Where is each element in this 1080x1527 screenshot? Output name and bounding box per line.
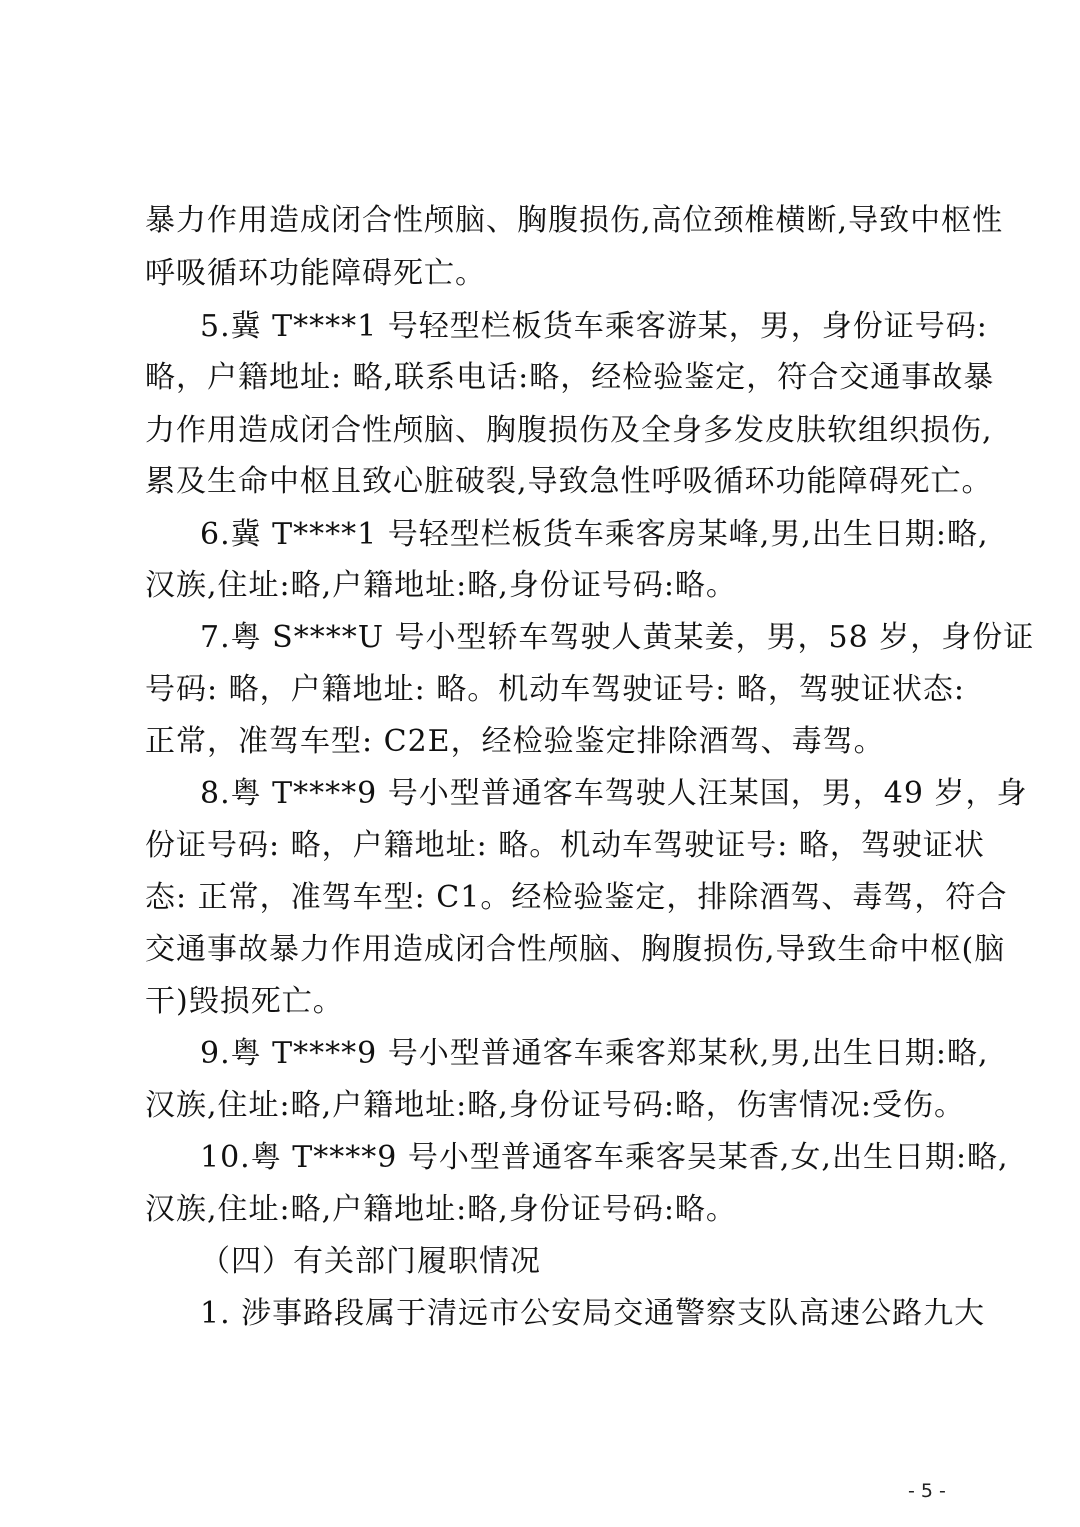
body-text-line: 9.粤 T****9 号小型普通客车乘客郑某秋,男,出生日期:略, (200, 1036, 989, 1071)
body-text-line: 汉族,住址:略,户籍地址:略,身份证号码:略，伤害情况:受伤。 (145, 1088, 966, 1123)
body-text-line: 10.粤 T****9 号小型普通客车乘客吴某香,女,出生日期:略, (200, 1140, 1009, 1175)
body-text-line: 力作用造成闭合性颅脑、胸腹损伤及全身多发皮肤软组织损伤, (145, 413, 993, 448)
page-number: - 5 - (908, 1480, 946, 1502)
body-text-line: 略，户籍地址: 略,联系电话:略，经检验鉴定，符合交通事故暴 (145, 360, 995, 395)
body-text-line: 份证号码: 略，户籍地址: 略。机动车驾驶证号: 略，驾驶证状 (145, 828, 985, 863)
body-text-line: 干)毁损死亡。 (145, 984, 344, 1019)
body-text-line: 暴力作用造成闭合性颅脑、胸腹损伤,高位颈椎横断,导致中枢性 (145, 203, 1004, 238)
body-text-line: 汉族,住址:略,户籍地址:略,身份证号码:略。 (145, 568, 737, 603)
body-text-line: 汉族,住址:略,户籍地址:略,身份证号码:略。 (145, 1192, 737, 1227)
body-text-line: 交通事故暴力作用造成闭合性颅脑、胸腹损伤,导致生命中枢(脑 (145, 932, 1006, 967)
body-text-line: 7.粤 S****U 号小型轿车驾驶人黄某姜，男，58 岁，身份证 (200, 620, 1035, 655)
section-heading: （四）有关部门履职情况 (200, 1244, 541, 1279)
body-text-line: 8.粤 T****9 号小型普通客车驾驶人汪某国，男，49 岁，身 (200, 776, 1028, 811)
body-text-line: 号码: 略，户籍地址: 略。机动车驾驶证号: 略，驾驶证状态: (145, 672, 966, 707)
body-text-line: 呼吸循环功能障碍死亡。 (145, 256, 486, 291)
body-text-line: 累及生命中枢且致心脏破裂,导致急性呼吸循环功能障碍死亡。 (145, 464, 993, 499)
body-text-line: 1. 涉事路段属于清远市公安局交通警察支队高速公路九大 (200, 1296, 986, 1331)
body-text-line: 6.冀 T****1 号轻型栏板货车乘客房某峰,男,出生日期:略, (200, 517, 989, 552)
body-text-line: 正常，准驾车型: C2E，经检验鉴定排除酒驾、毒驾。 (145, 724, 885, 759)
body-text-line: 态: 正常，准驾车型: C1。经检验鉴定，排除酒驾、毒驾，符合 (145, 880, 1008, 915)
body-text-line: 5.冀 T****1 号轻型栏板货车乘客游某，男，身份证号码: (200, 309, 988, 344)
